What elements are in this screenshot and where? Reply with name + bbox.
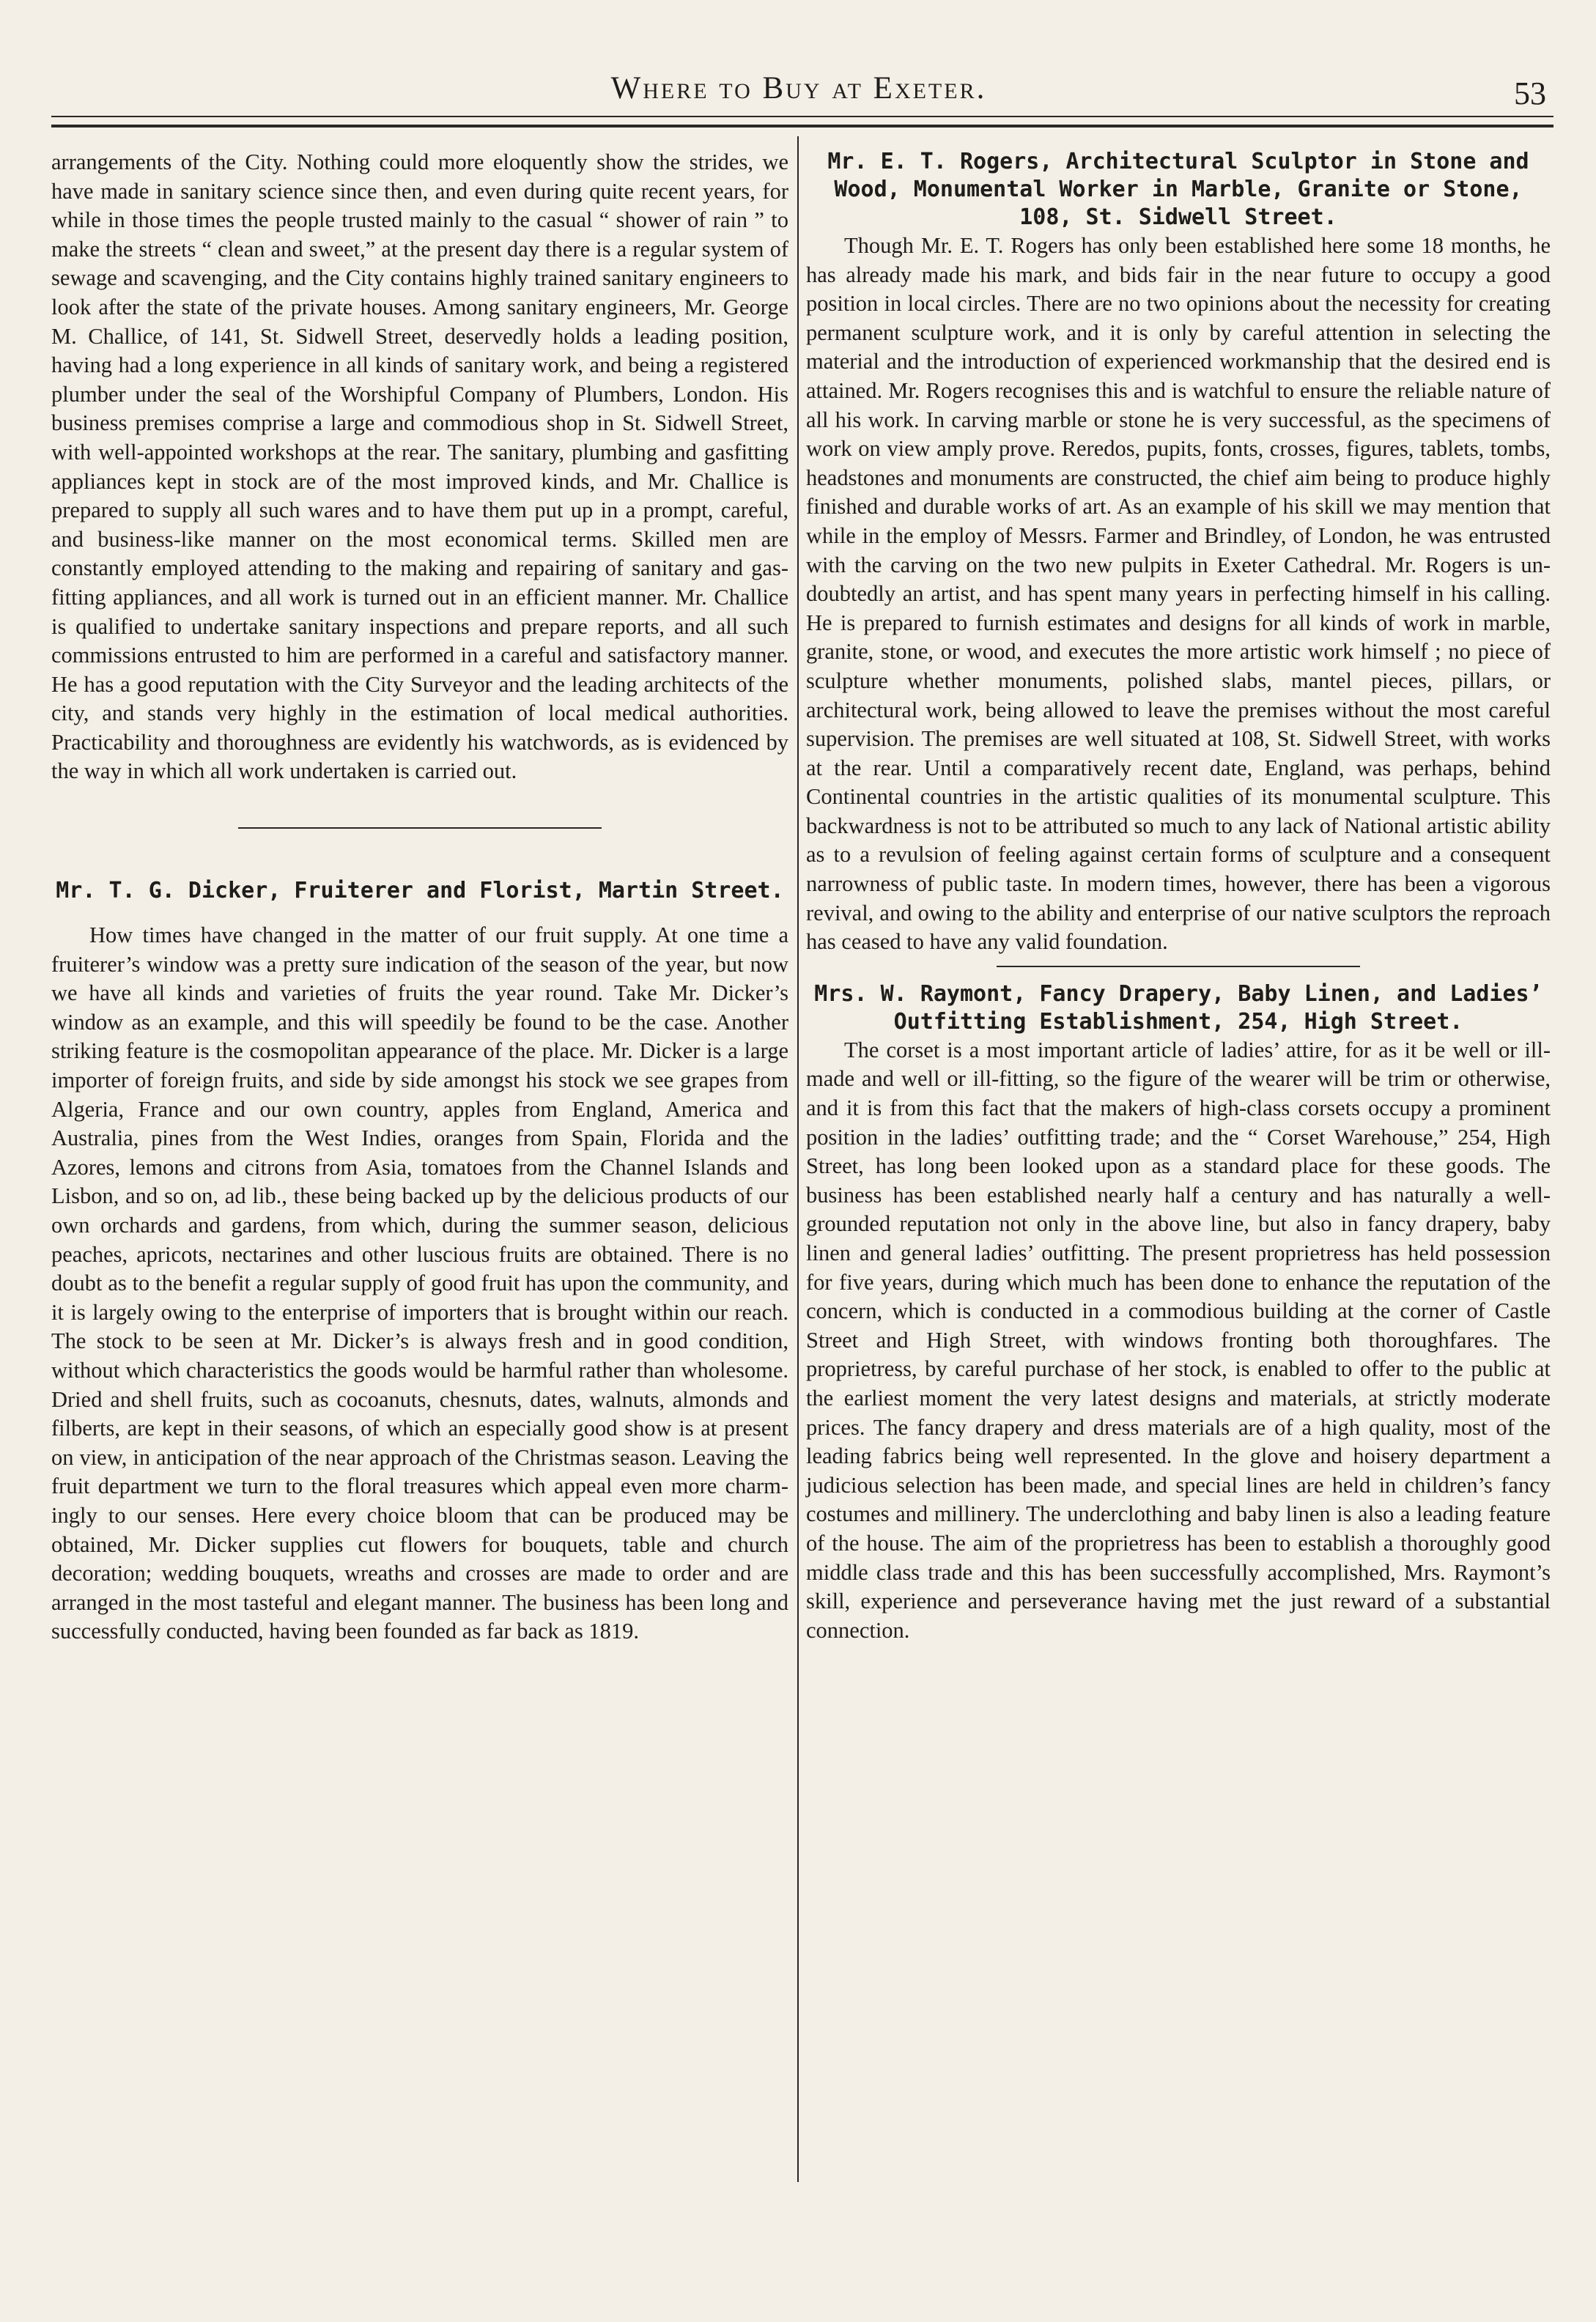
- challice-paragraph: arrangements of the City. Nothing could more eloquently show the strides, we have made in sanitary science since then, and even during quite recent years, for while in those times the people trusted mainly to the casual “ shower of rain ” to make the streets “ clean and sweet,” at the present day there is a regular system of sewage and scavenging, and the City contains highly trained sanitary engineers to look after the state of the private houses. Among sanitary engineers, Mr. George M. Challice, of 141, St. Sidwell Street, deservedly holds a leading position, having had a long experience in all kinds of sanitary work, and being a registered plumber under the seal of the Worshipful Company of Plumbers, London. His business premises comprise a large and commodious shop in St. Sidwell Street, with well-appointed workshops at the rear. The sanitary, plumbing and gasfitting appliances kept in stock are of the most improved kinds, and Mr. Challice is prepared to supply all such wares and to have them put up in a prompt, careful, and business-like manner on the most economical terms. Skilled men are constantly employed attending to the making and repairing of sanitary and gas-fitting appliances, and all work is turned out in an efficient manner. Mr. Challice is qualified to undertake sanitary inspections and prepare reports, and all such commissions entrusted to him are performed in a careful and satisfactory manner. He has a good reputation with the City Surveyor and the leading architects of the city, and stands very highly in the estimation of local medical authorities. Practicability and thoroughness are evidently his watchwords, as is evidenced by the way in which all work undertaken is carried out.: [51, 149, 788, 784]
- header-rule-thick: [51, 125, 1553, 127]
- raymont-heading: Mrs. W. Raymont, Fancy Drapery, Baby Linen, and Ladies’ Outfitting Establishment, 254, High Street.: [814, 980, 1543, 1035]
- rogers-heading: Mr. E. T. Rogers, Architectural Sculptor in Stone and Wood, Monumental Worker in Marble, Granite or Stone, 108, St. Sidwell Street.: [827, 149, 1529, 230]
- rogers-paragraph: Though Mr. E. T. Rogers has only been established here some 18 months, he has already made his mark, and bids fair in the near future to occupy a good position in local circles. There are no two opinions about the necessity for creating permanent sculpture work, and it is only by careful attention in selecting the material and the introduction of experienced workmanship that the desired end is attained. Mr. Rogers recognises this and is watchful to ensure the reliable nature of all his work. In carving marble or stone he is very successful, as the specimens of work on view amply prove. Reredos, pupits, fonts, crosses, figures, tablets, tombs, headstones and monuments are constructed, the chief aim being to produce highly finished and durable works of art. As an example of his skill we may mention that while in the employ of Messrs. Farmer and Brindley, of London, he was entrusted with the carving on the two new pulpits in Exeter Cathedral. Mr. Rogers is undoubtedly an artist, and has spent many years in perfecting himself in his calling. He is prepared to furnish estimates and designs for all kinds of work in marble, granite, stone, or wood, and executes the more artistic work himself ; no piece of sculpture whether monuments, polished slabs, mantel pieces, pillars, or architectural work, being allowed to leave the premises without the most careful supervision. The premises are well situated at 108, St. Sidwell Street, with works at the rear. Until a comparatively recent date, England, was perhaps, behind Continental countries in the artistic qualities of its monumental sculpture. This backwardness is not to be attributed so much to any lack of National artistic ability as to a revulsion of feeling against certain forms of sculpture and a consequent narrowness of public taste. In modern times, however, there has been a vigorous revival, and owing to the ability and enterprise of our native sculptors the reproach has ceased to have any valid foundation.: [806, 233, 1551, 955]
- page-title: Where to Buy at Exeter.: [610, 71, 987, 106]
- page-number: 53: [1514, 75, 1546, 111]
- column-divider: [797, 136, 799, 2182]
- raymont-paragraph: The corset is a most important article of ladies’ attire, for as it be well or ill-made and well or ill-fitting, so the figure of the wearer will be trim or otherwise, and it is from this fact that the makers of high-class corsets occupy a prominent position in the ladies’ outfitting trade; and the “ Corset Warehouse,” 254, High Street, has long been looked upon as a standard place for these goods. The business has been established nearly half a century and has naturally a well-grounded reputation not only in the above line, but also in fancy drapery, baby linen and general ladies’ outfitting. The present proprietress has held possession for five years, during which much has been done to enhance the reputation of the concern, which is conducted in a commodious building at the corner of Castle Street and High Street, with windows fronting both thoroughfares. The proprietress, by careful purchase of her stock, is enabled to offer to the public at the earliest moment the very latest designs and materials, at strictly moderate prices. The fancy drapery and dress materials are of a high quality, most of the leading fabrics being well represented. In the glove and hoisery department a judicious selection has been made, and special lines are held in children’s fancy costumes and millinery. The underclothing and baby linen is also a leading feature of the house. The aim of the proprietress has been to establish a thoroughly good middle class trade and this has been successfully accomplished, Mrs. Raymont’s skill, experience and perseverance having met the just reward of a substantial connection.: [806, 1037, 1551, 1643]
- running-header: [51, 70, 1546, 114]
- section-separator: [238, 827, 602, 829]
- left-column: [51, 148, 788, 1646]
- dicker-paragraph: How times have changed in the matter of our fruit supply. At one time a fruiterer’s window was a pretty sure indication of the season of the year, but now we have all kinds and varieties of fruits the year round. Take Mr. Dicker’s window as an example, and this will speedily be found to be the case. Another striking feature is the cosmopolitan appearance of the place. Mr. Dicker is a large importer of foreign fruits, and side by side amongst his stock we see grapes from Algeria, France and our own country, apples from England, America and Australia, pines from the West Indies, oranges from Spain, Florida and the Azores, lemons and citrons from Asia, tomatoes from the Channel Islands and Lisbon, and so on, ad lib., these being backed up by the delicious products of our own orchards and gardens, from which, during the summer season, delicious peaches, apricots, nectarines and other luscious fruits are obtained. There is no doubt as to the benefit a regular supply of good fruit has upon the community, and it is largely owing to the enterprise of importers that is brought within our reach. The stock to be seen at Mr. Dicker’s is always fresh and in good condition, without which characteristics the goods would be harmful rather than wholesome. Dried and shell fruits, such as cocoanuts, chesnuts, dates, walnuts, almonds and filberts, are kept in their seasons, of which an especially good show is at present on view, in anticipation of the near approach of the Christmas season. Leaving the fruit department we turn to the floral treasures which appeal even more charmingly to our senses. Here every choice bloom that can be produced may be obtained, Mr. Dicker supplies cut flowers for bouquets, table and church decoration; wedding bouquets, wreaths and crosses are made to order and are arranged in the most tasteful and elegant manner. The business has been long and successfully conducted, having been founded as far back as 1819.: [51, 922, 788, 1644]
- dicker-heading: Mr. T. G. Dicker, Fruiterer and Florist, Martin Street.: [56, 878, 784, 904]
- right-column: [806, 148, 1551, 1645]
- header-rule-thin: [51, 116, 1553, 117]
- section-separator: [997, 966, 1360, 967]
